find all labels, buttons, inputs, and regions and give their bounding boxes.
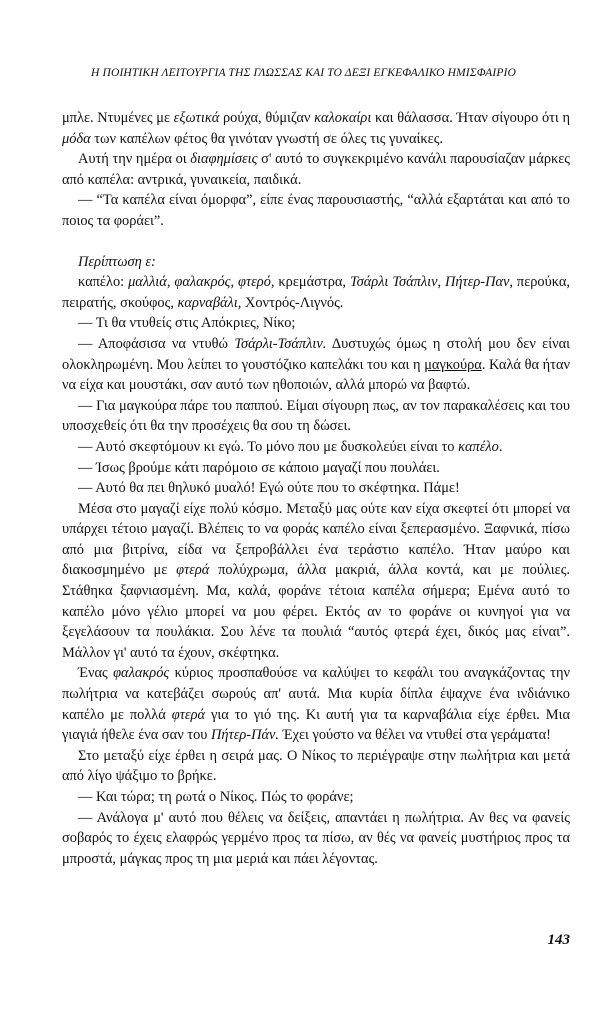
text-run: φτερά	[176, 562, 210, 579]
text-run: φαλακρός	[113, 665, 170, 682]
paragraph	[62, 478, 570, 499]
text-run: μαγκούρα	[424, 356, 482, 373]
paragraph	[62, 808, 570, 870]
text-run: Πήτερ-Πάν.	[211, 727, 279, 744]
text-run: — Και τώρα; τη ρωτά ο Νίκος. Πώς το φοράνε;	[78, 789, 354, 805]
text-run: και θάλασσα. Ήταν σίγουρο ότι η	[371, 110, 570, 126]
text-run: περούκα, πειρατής, σκούφος,	[62, 274, 571, 311]
text-run: — Ίσως βρούμε κάτι παρόμοιο σε κάποιο μαγαζί που πουλάει.	[78, 459, 440, 476]
paragraph	[62, 499, 570, 664]
paragraph	[62, 190, 570, 231]
paragraph	[62, 313, 570, 334]
text-run: Έχει γούστο να θέλει να ντυθεί στα γεράματα!	[279, 727, 551, 744]
text-run: Περίπτωση ε:	[78, 253, 156, 270]
text-run: καπέλο:	[78, 274, 129, 291]
text-run: διαφημίσεις	[190, 151, 258, 168]
text-run: — Αποφάσισα να ντυθώ	[78, 335, 235, 352]
text-run: των καπέλων φέτος θα γινόταν γνωστή σε όλες τις γυναίκες.	[90, 130, 444, 147]
paragraph	[62, 437, 570, 458]
text-run: για το γιό της. Κι αυτή για τα καρναβάλια είχε έρθει. Μια γιαγιά ήθελε ένα σαν του	[62, 706, 571, 744]
text-run: κρεμάστρα,	[274, 274, 350, 291]
page-number: 143	[547, 932, 570, 948]
text-run: Στο μεταξύ είχε έρθει η σειρά μας. Ο Νίκος το περιέγραψε στην πωλήτρια και μετά από λίγο ψάξιμο το βρήκε.	[62, 747, 570, 785]
text-run: — Τι θα ντυθείς στις Απόκριες, Νίκο;	[78, 315, 296, 332]
text-run: — Αυτό θα πει θηλυκό μυαλό! Εγώ ούτε που το σκέφτηκα. Πάμε!	[78, 480, 460, 497]
paragraph	[62, 663, 570, 745]
section-heading	[62, 252, 570, 273]
text-run: πολύχρωμα, άλλα μακριά, άλλα κοντά, και με πούλιες. Στάθηκα ξαφνιασμένη. Μα, καλά, φοράνε τέτοια καπέλα σήμερα; Εμένα αυτό το καπέλο μόνο γέλιο μπορεί να μου φέρει. Εκτός αν το φοράνε οι κυνηγοί για να ξεγελάσουν τα πουλάκια. Σου λένε τα πουλιά “αυτός φτερά έχει, δικός μας είναι”. Μάλλον γι' αυτό τα έχουν, σκέφτηκα.	[62, 562, 570, 661]
text-run: Αυτή την ημέρα οι	[78, 151, 191, 168]
text-run: μπλε. Ντυμένες με	[62, 110, 174, 126]
paragraph	[62, 149, 570, 190]
text-run: καλοκαίρι	[314, 110, 372, 126]
text-run: εξωτικά	[173, 110, 220, 126]
text-run: καπέλο	[458, 438, 499, 455]
text-run: Δυστυχώς όμως η στολή μου δεν είναι ολοκληρωμένη. Μου λείπει το γουστόζικο καπελάκι του και η	[62, 335, 570, 373]
paragraph	[62, 272, 570, 313]
paragraph	[62, 108, 570, 149]
text-run: Τσάρλι-Τσάπλιν.	[234, 335, 327, 352]
paragraph	[62, 787, 570, 808]
text-run: — Αυτό σκεφτόμουν κι εγώ. Το μόνο που με δυσκολεύει είναι το	[78, 438, 459, 455]
text-run: — Για μαγκούρα πάρε του παππού. Είμαι σίγουρη πως, αν τον παρακαλέσεις και του υποσχεθείς ότι θα την προσέχεις θα σου τη δώσει.	[62, 397, 570, 435]
text-run: καρναβάλι,	[177, 294, 242, 311]
text-run: . Καλά θα ήταν να είχα και μουστάκι, σαν αυτό των ηθοποιών, αλλά μπορώ να βαφτώ.	[62, 356, 571, 394]
paragraph-gap	[62, 232, 570, 252]
text-run: Χοντρός-Λιγνός.	[241, 294, 344, 311]
paragraph	[62, 334, 570, 396]
text-run: Μέσα στο μαγαζί είχε πολύ κόσμο. Μεταξύ μας ούτε καν είχα σκεφτεί ότι μπορεί να υπάρχει τέτοιο μαγαζί. Βλέπεις το να φοράς καπέλο είναι ξεπερασμένο. Ξαφνικά, πίσω από μια βιτρίνα, είδα να ξεπροβάλλει ένα τεράστιο καπέλο. Ήταν μαύρο και διακοσμημένο με	[62, 500, 570, 579]
paragraph	[62, 396, 570, 437]
running-header: Η ΠΟΙΗΤΙΚΗ ΛΕΙΤΟΥΡΓΙΑ ΤΗΣ ΓΛΩΣΣΑΣ ΚΑΙ ΤΟ ΔΕΞΙ ΕΓΚΕΦΑΛΙΚΟ ΗΜΙΣΦΑΙΡΙΟ	[91, 66, 516, 79]
text-run: ρούχα, θύμιζαν	[219, 110, 315, 126]
text-run: — Ανάλογα μ' αυτό που θέλεις να δείξεις, απαντάει η πωλήτρια. Αν θες να φανείς σοβαρός το έχεις ελαφρώς γερμένο προς τα πίσω, αν θές να φανείς μυστήριος προς τα μπροστά, μάγκας προς τη μια μεριά και πάει λέγοντας.	[62, 809, 570, 867]
text-run: σ' αυτό το συγκεκριμένο κανάλι παρουσίαζαν μάρκες από καπέλα: αντρικά, γυναικεία, παιδικά.	[62, 151, 570, 188]
text-run: μόδα	[62, 130, 91, 147]
text-run: φτερά	[171, 706, 206, 723]
text-run: Ένας	[78, 665, 114, 682]
text-run: μαλλιά, φαλακρός, φτερό,	[128, 274, 275, 291]
text-run: .	[498, 438, 503, 455]
text-run: — “Τα καπέλα είναι όμορφα”, είπε ένας παρουσιαστής, “αλλά εξαρτάται και από το ποιος τα φοράει”.	[62, 192, 570, 229]
text-run: κύριος προσπαθούσε να καλύψει το κεφάλι του αναγκάζοντας την πωλήτρια να κατεβάζει σωρούς απ' αυτά. Μια κυρία δίπλα έψαχνε ένα ινδιάνικο καπέλο με πολλά	[62, 665, 570, 723]
page-body	[62, 108, 570, 869]
paragraph	[62, 458, 570, 479]
text-run: Τσάρλι Τσάπλιν, Πήτερ-Παν,	[349, 274, 514, 291]
paragraph	[62, 746, 570, 787]
